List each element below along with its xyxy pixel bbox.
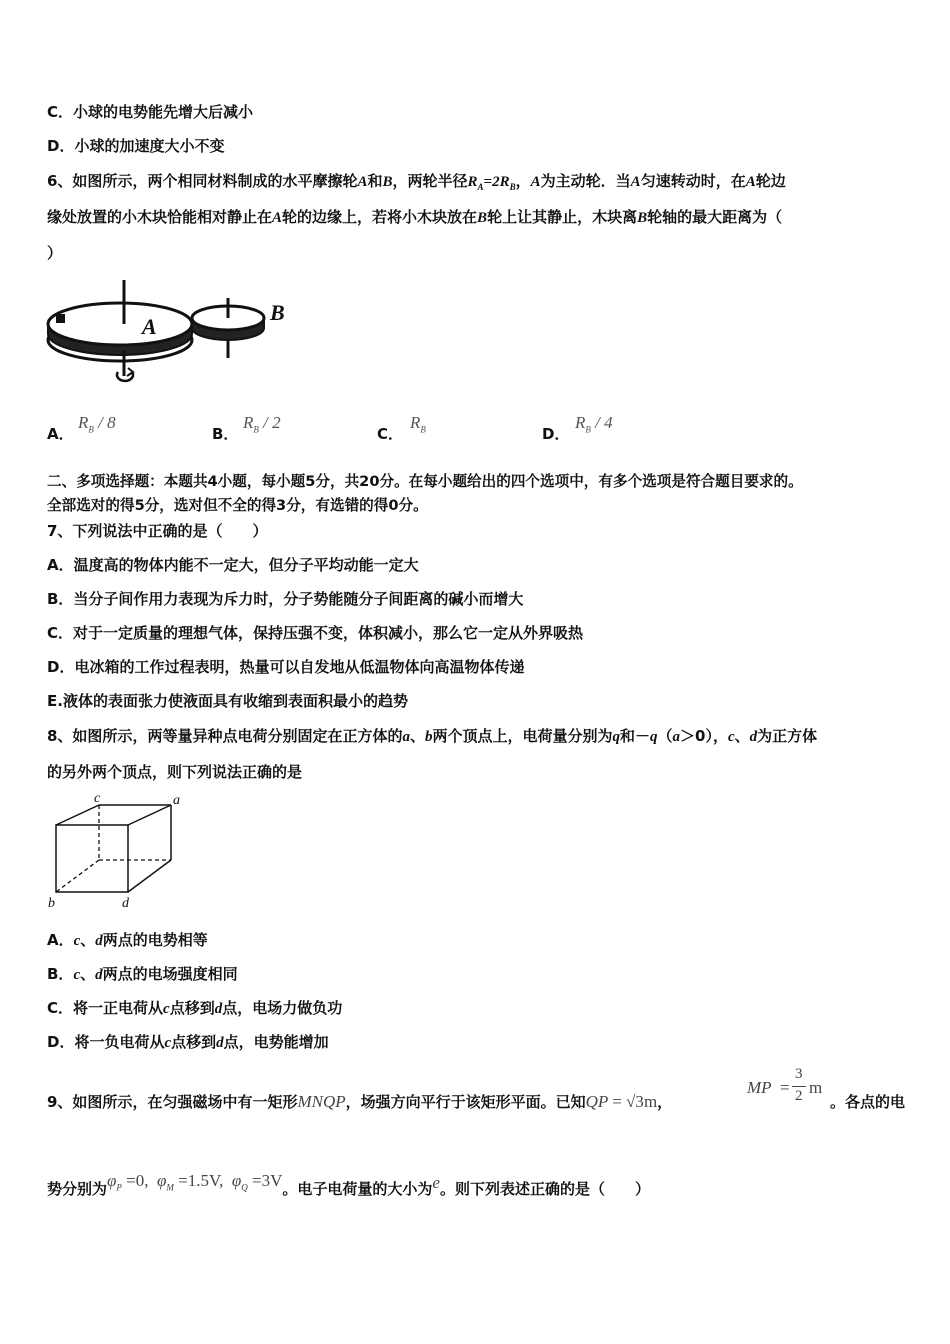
q8-option-d: D．将一负电荷从c点移到d点，电势能增加 <box>47 1033 329 1051</box>
q9-stem-line1-end: 。各点的电 <box>830 1093 906 1111</box>
cube-label-b: b <box>48 896 55 911</box>
q6-stem-line2: 缘处放置的小木块恰能相对静止在A轮的边缘上，若将小木块放在B轮上让其静止，木块离B轮轴的最大距离为（ <box>47 208 783 226</box>
section2-heading-line1: 二、多项选择题：本题共4小题，每小题5分，共20分。在每小题给出的四个选项中，有多个选项是符合题目要求的。 <box>47 473 803 490</box>
q7-option-a: A．温度高的物体内能不一定大，但分子平均动能一定大 <box>47 556 419 574</box>
q6-option-a-letter: A． <box>47 425 74 443</box>
q6-option-b-letter: B． <box>212 425 239 443</box>
q7-option-e: E.液体的表面张力使液面具有收缩到表面积最小的趋势 <box>47 692 408 710</box>
q5-option-c: C．小球的电势能先增大后减小 <box>47 103 254 121</box>
q8-stem-line2: 的另外两个顶点，则下列说法正确的是 <box>47 763 303 781</box>
cube-label-c: c <box>94 791 101 806</box>
wheel-b-label: B <box>270 300 285 325</box>
section2-heading-line2: 全部选对的得5分，选对但不全的得3分，有选错的得0分。 <box>47 497 428 514</box>
wheel-a-label: A <box>142 314 157 339</box>
q7-option-b: B．当分子间作用力表现为斥力时，分子势能随分子间距离的碱小而增大 <box>47 590 524 608</box>
q6-option-b-value: $R_B / 2$ <box>243 413 281 435</box>
q8-stem-line1: 8、如图所示，两等量异种点电荷分别固定在正方体的a、b两个顶点上，电荷量分别为q和－q（a＞0），c、d为正方体 <box>47 727 818 745</box>
wooden-block <box>56 314 65 323</box>
cube-label-a: a <box>173 793 180 808</box>
q8-option-c: C．将一正电荷从c点移到d点，电场力做负功 <box>47 999 343 1017</box>
phi-p-expression: $\varphi_P =0$, $\varphi_M =1.5V$, $\varphi_Q =3V$ <box>107 1171 283 1193</box>
q6-option-d-letter: D． <box>542 425 570 443</box>
q8-option-a: A．c、d两点的电势相等 <box>47 931 208 949</box>
cube-figure <box>44 790 204 912</box>
q6-stem-line3: ） <box>47 244 63 262</box>
q5-option-d: D．小球的加速度大小不变 <box>47 137 225 155</box>
friction-wheels-figure <box>42 278 302 396</box>
q9-stem-line1: 9、如图所示，在匀强磁场中有一矩形MNQP，场强方向平行于该矩形平面。已知QP = √3m， <box>47 1092 673 1111</box>
q6-option-a-value: $R_B / 8$ <box>78 413 116 435</box>
q7-option-d: D．电冰箱的工作过程表明，热量可以自发地从低温物体向高温物体传递 <box>47 658 525 676</box>
q9-stem-line2: 势分别为$\varphi_P =0$, $\varphi_M =1.5V$, $\varphi_Q =3V$。电子电荷量的大小为e。则下列表述正确的是（ ） <box>47 1171 650 1198</box>
q8-option-b: B．c、d两点的电场强度相同 <box>47 965 238 983</box>
q6-stem-line1: 6、如图所示，两个相同材料制成的水平摩擦轮A和B，两轮半径$R_A=2R_B$，A为主动轮．当A匀速转动时，在A轮边 <box>47 172 786 192</box>
qp-expression: QP = √3m <box>585 1092 658 1111</box>
cube-front-face <box>56 825 128 892</box>
q7-stem: 7、下列说法中正确的是（ ） <box>47 522 268 540</box>
q6-option-d-value: $R_B / 4$ <box>575 413 613 435</box>
q7-option-c: C．对于一定质量的理想气体，保持压强不变，体积减小，那么它一定从外界吸热 <box>47 624 584 642</box>
cube-label-d: d <box>122 896 129 911</box>
q6-option-c-letter: C． <box>377 425 404 443</box>
wheel-a-top <box>48 303 192 345</box>
q6-option-c-value: $R_B$ <box>410 413 426 435</box>
